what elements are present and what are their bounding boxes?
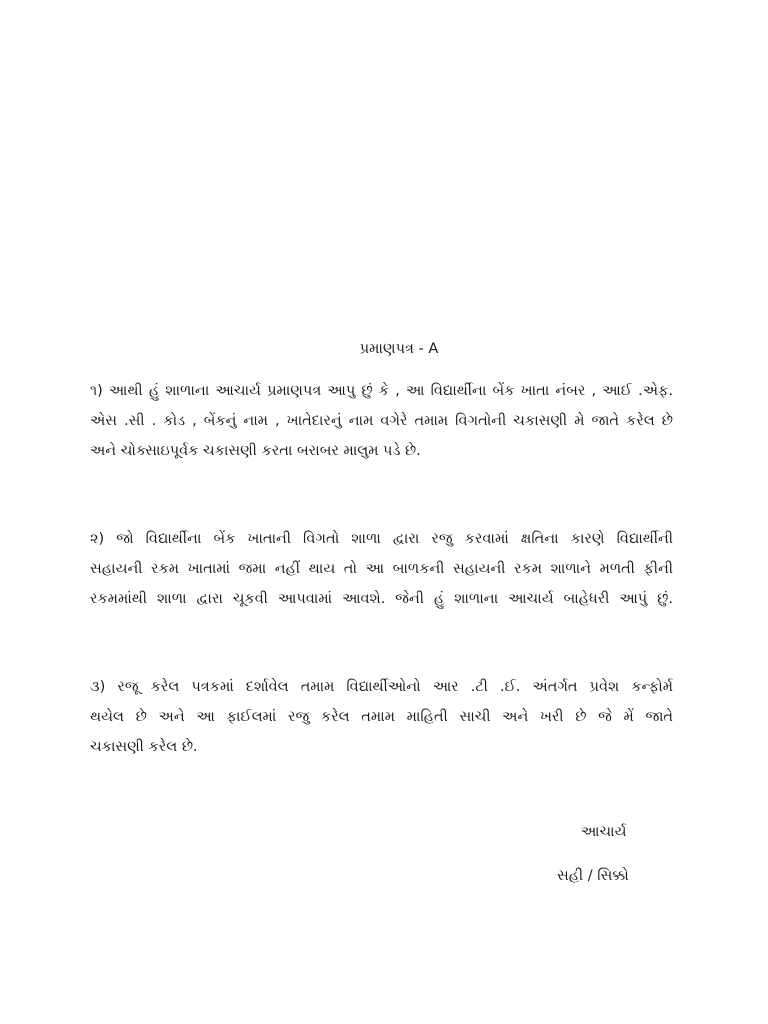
certificate-paragraph-2	[90, 524, 673, 614]
signatory-title: આચાર્ય	[581, 824, 627, 840]
paragraph-line: સહાયની રકમ ખાતામાં જમા નહીં થાય તો આ બાળકની સહાયની રકમ શાળાને મળતી ફીની	[90, 561, 673, 577]
document-title: પ્રમાણપત્ર - A	[359, 341, 439, 357]
paragraph-line: અને ચોક્સાઇપૂર્વક ચકાસણી કરતા બરાબર માલુમ પડે છે.	[90, 443, 421, 459]
paragraph-line: થયેલ છે અને આ ફાઈલમાં રજુ કરેલ તમામ માહિતી સાચી અને ખરી છે જે મેં જાતે	[90, 709, 673, 725]
paragraph-line: ચકાસણી કરેલ છે.	[90, 739, 198, 755]
paragraph-line: રકમમાંથી શાળા દ્વારા ચૂકવી આપવામાં આવશે. જેની હું શાળાના આચાર્ય બાહેધરી આપું છું.	[90, 591, 673, 607]
certificate-paragraph-1	[90, 376, 673, 466]
paragraph-line: ૧) આથી હું શાળાના આચાર્ય પ્રમાણપત્ર આપુ છું કે , આ વિદ્યાર્થીના બેંક ખાતા નંબર , આઈ .એફ.	[90, 383, 673, 399]
paragraph-line: ૨) જો વિદ્યાર્થીના બેંક ખાતાની વિગતો શાળા દ્વારા રજુ કરવામાં ક્ષતિના કારણે વિદ્યાર્થીની	[90, 531, 673, 547]
signature-stamp-label: સહી / સિક્કો	[557, 868, 629, 884]
certificate-paragraph-3	[90, 672, 673, 762]
paragraph-line: ૩) રજૂ કરેલ પત્રકમાં દર્શાવેલ તમામ વિદ્યાર્થીઓનો આર .ટી .ઈ. અંતર્ગત પ્રવેશ કન્ફોર્મ	[90, 679, 673, 695]
paragraph-line: એસ .સી . કોડ , બેંકનું નામ , ખાતેદારનું નામ વગેરે તમામ વિગતોની ચકાસણી મે જાતે કરેલ છે	[90, 413, 673, 429]
